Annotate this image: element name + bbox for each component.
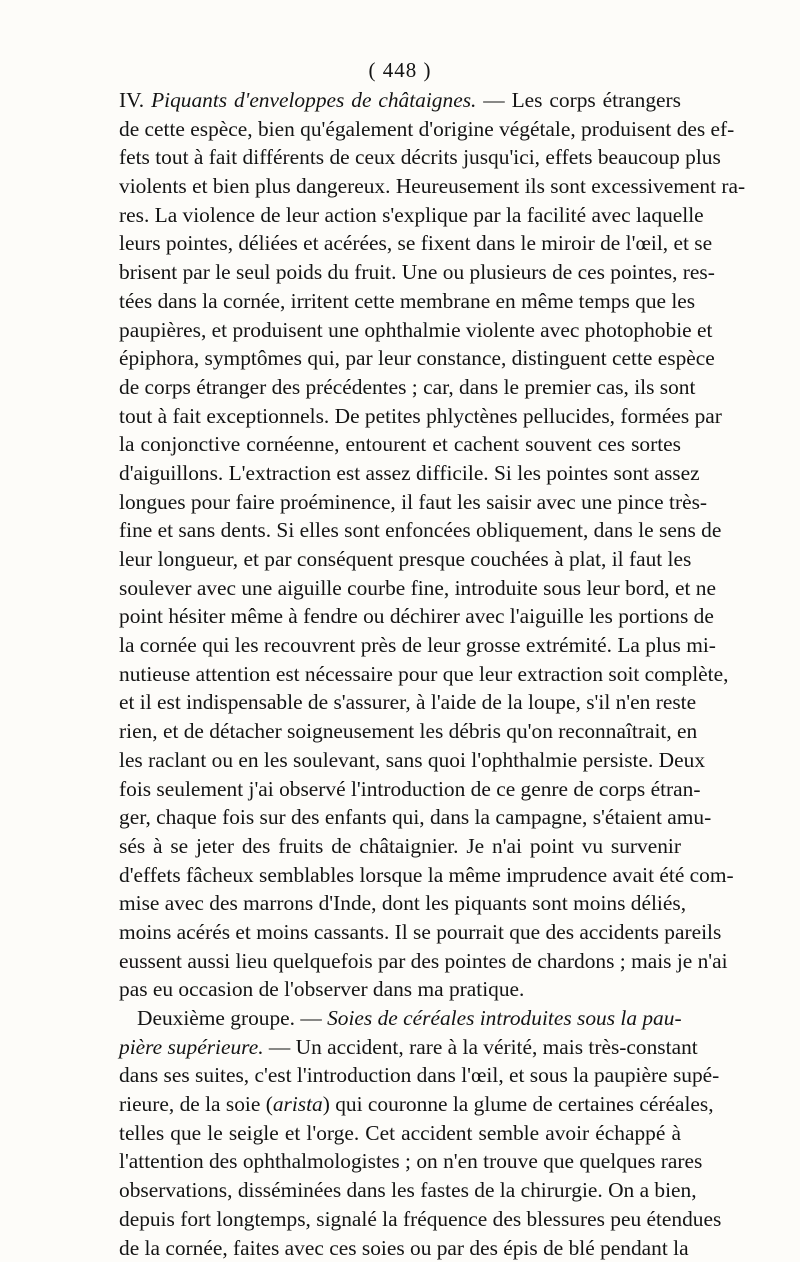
text-line	[119, 258, 715, 287]
text-line	[119, 287, 696, 316]
text-span: moins acérés et moins cassants. Il se pourrait que des accidents pareils	[119, 919, 722, 944]
text-line	[119, 1147, 703, 1176]
text-span: fets tout à fait différents de ceux décrits jusqu'ici, effets beaucoup plus	[119, 145, 721, 170]
text-line	[119, 688, 697, 717]
text-span: paupières, et produisent une ophthalmie violente avec photophobie et	[119, 317, 713, 342]
text-span: rien, et de détacher soigneusement les débris qu'on reconnaîtrait, en	[119, 719, 698, 744]
text-line	[119, 229, 713, 258]
text-span: la conjonctive cornéenne, entourent et cachent souvent ces sortes	[119, 432, 681, 457]
text-line	[119, 717, 698, 746]
text-span: de corps étranger des précédentes ; car, dans le premier cas, ils sont	[119, 374, 696, 399]
text-line	[119, 1004, 681, 1033]
text-span: IV.	[119, 88, 152, 112]
text-span: brisent par le seul poids du fruit. Une ou plusieurs de ces pointes, res-	[119, 260, 715, 285]
text-line	[119, 545, 692, 574]
text-line	[119, 1061, 720, 1090]
text-line	[119, 344, 715, 373]
text-line	[119, 631, 716, 660]
text-span: — Un accident, rare à la vérité, mais très-constant	[263, 1034, 698, 1059]
text-span: telles que le seigle et l'orge. Cet accident semble avoir échappé à	[119, 1120, 681, 1145]
text-line	[119, 975, 681, 1004]
text-line	[119, 574, 716, 603]
text-span: soulever avec une aiguille courbe fine, introduite sous leur bord, et ne	[119, 575, 716, 600]
text-line	[119, 172, 746, 201]
text-span: l'attention des ophthalmologistes ; on n'en trouve que quelques rares	[119, 1149, 703, 1174]
text-span: ) qui couronne la glume de certaines céréales,	[322, 1092, 714, 1117]
text-span: de la cornée, faites avec ces soies ou par des épis de blé pendant la	[119, 1235, 689, 1260]
text-line	[119, 1119, 681, 1148]
text-span: — Les corps étrangers	[476, 88, 682, 112]
text-line	[119, 660, 729, 689]
text-line	[119, 1234, 689, 1262]
text-line	[119, 1176, 697, 1205]
text-line	[119, 861, 734, 890]
text-line	[119, 201, 704, 230]
text-span: tout à fait exceptionnels. De petites phlyctènes pellucides, formées par	[119, 403, 722, 428]
text-span: et il est indispensable de s'assurer, à l'aide de la loupe, s'il n'en reste	[119, 690, 697, 715]
text-span: observations, disséminées dans les fastes de la chirurgie. On a bien,	[119, 1178, 697, 1203]
text-span: épiphora, symptômes qui, par leur constance, distinguent cette espèce	[119, 346, 715, 371]
text-span: de cette espèce, bien qu'également d'origine végétale, produisent des ef-	[119, 116, 735, 141]
text-line	[119, 459, 700, 488]
text-span: res. La violence de leur action s'explique par la facilité avec laquelle	[119, 202, 704, 227]
text-line	[119, 1033, 698, 1062]
text-line	[119, 402, 722, 431]
text-span: leurs pointes, déliées et acérées, se fixent dans le miroir de l'œil, et se	[119, 231, 713, 256]
italic-text-span: Soies de céréales introduites sous la pau-	[327, 1006, 682, 1030]
page-number: ( 448 )	[368, 58, 432, 82]
italic-text-span: pière supérieure.	[119, 1034, 264, 1059]
text-span: depuis fort longtemps, signalé la fréquence des blessures peu étendues	[119, 1206, 722, 1231]
text-span: ger, chaque fois sur des enfants qui, dans la campagne, s'étaient amu-	[119, 805, 712, 830]
italic-text-span: Piquants d'enveloppes de châtaignes.	[151, 88, 477, 112]
text-span: dans ses suites, c'est l'introduction dans l'œil, et sous la paupière supé-	[119, 1063, 720, 1088]
text-span: d'effets fâcheux semblables lorsque la même imprudence avait été com-	[119, 862, 734, 887]
text-span: leur longueur, et par conséquent presque couchées à plat, il faut les	[119, 547, 692, 571]
text-line	[119, 832, 681, 861]
text-line	[119, 803, 712, 832]
text-span: fois seulement j'ai observé l'introduction de ce genre de corps étran-	[119, 776, 701, 801]
text-line	[119, 143, 721, 172]
text-span: point hésiter même à fendre ou déchirer avec l'aiguille les portions de	[119, 604, 714, 629]
text-line	[119, 889, 687, 918]
text-line	[119, 86, 681, 115]
text-line	[119, 516, 722, 545]
body-text	[119, 86, 746, 1262]
text-line	[119, 488, 708, 517]
text-line	[119, 373, 696, 402]
text-line	[119, 947, 728, 976]
text-span: sés à se jeter des fruits de châtaignier. Je n'ai point vu survenir	[119, 833, 681, 858]
text-line	[119, 1205, 722, 1234]
text-span: Deuxième groupe. —	[137, 1006, 328, 1030]
text-span: rieure, de la soie (	[119, 1092, 273, 1117]
text-line	[119, 316, 713, 345]
text-span: tées dans la cornée, irritent cette membrane en même temps que les	[119, 288, 696, 313]
text-span: eussent aussi lieu quelquefois par des pointes de chardons ; mais je n'ai	[119, 948, 728, 973]
text-span: longues pour faire proéminence, il faut les saisir avec une pince très-	[119, 489, 708, 514]
italic-text-span: arista	[272, 1092, 323, 1117]
text-line	[119, 1090, 714, 1119]
text-span: la cornée qui les recouvrent près de leur grosse extrémité. La plus mi-	[119, 633, 716, 658]
text-span: pas eu occasion de l'observer dans ma pratique.	[119, 977, 525, 1002]
text-span: d'aiguillons. L'extraction est assez difficile. Si les pointes sont assez	[119, 460, 700, 485]
text-line	[119, 430, 681, 459]
text-span: nutieuse attention est nécessaire pour que leur extraction soit complète,	[119, 661, 729, 686]
text-span: fine et sans dents. Si elles sont enfoncées obliquement, dans le sens de	[119, 518, 722, 543]
text-line	[119, 918, 722, 947]
text-span: violents et bien plus dangereux. Heureusement ils sont excessivement ra-	[119, 174, 746, 199]
text-line	[119, 115, 735, 144]
text-span: mise avec des marrons d'Inde, dont les piquants sont moins déliés,	[119, 891, 687, 916]
text-span: les raclant ou en les soulevant, sans quoi l'ophthalmie persiste. Deux	[119, 747, 706, 772]
text-line	[119, 746, 706, 775]
text-line	[119, 602, 714, 631]
text-line	[119, 775, 701, 804]
